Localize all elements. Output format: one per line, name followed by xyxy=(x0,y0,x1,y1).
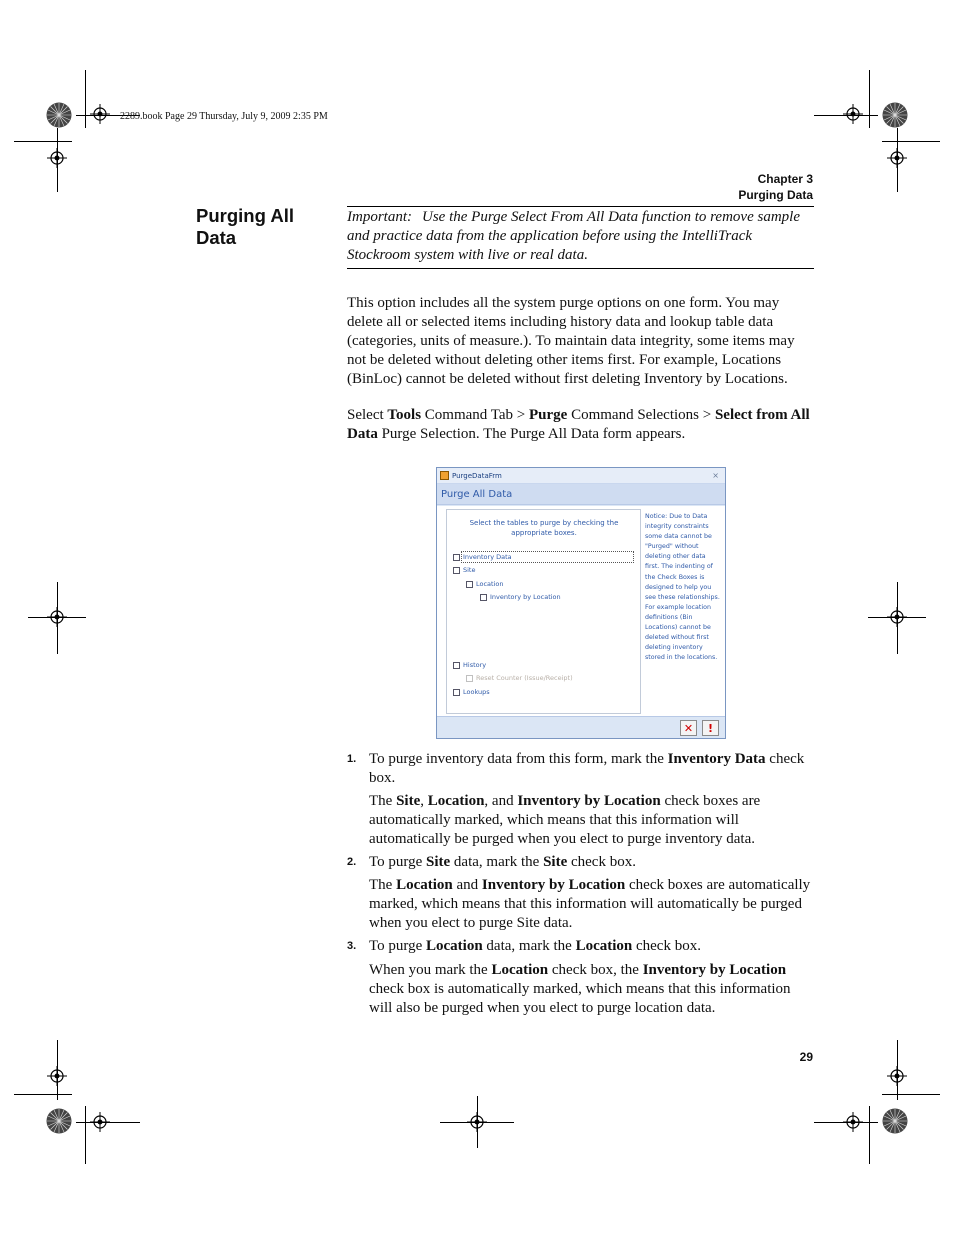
form-titlebar xyxy=(437,468,725,484)
cancel-button[interactable] xyxy=(680,720,697,736)
header-rule xyxy=(347,206,814,207)
checkbox-box[interactable] xyxy=(453,689,460,696)
bold-run: Select from All Data xyxy=(347,407,810,442)
checkbox-label: Location xyxy=(476,580,504,588)
step-text xyxy=(369,750,814,788)
exclamation-icon: ! xyxy=(707,721,714,735)
app-icon xyxy=(440,471,449,480)
form-body xyxy=(437,506,725,716)
text-run: check box, the xyxy=(548,962,643,978)
text-run: The xyxy=(369,793,397,809)
crop-line xyxy=(882,141,940,142)
running-header xyxy=(738,171,813,203)
text-run: check box. xyxy=(567,854,636,870)
starburst-mark-icon xyxy=(882,1108,908,1134)
bold-run: Location xyxy=(426,938,483,954)
inventory-data-checkbox[interactable] xyxy=(453,553,632,561)
text-run: Purge Selection. The Purge All Data form appears. xyxy=(377,426,686,442)
step-detail xyxy=(369,792,814,849)
purge-options-panel xyxy=(446,509,641,714)
text-run: Command Tab > xyxy=(421,407,530,423)
checkbox-box[interactable] xyxy=(453,567,460,574)
registration-target-icon xyxy=(887,607,907,627)
starburst-mark-icon xyxy=(46,1108,72,1134)
page-number: 29 xyxy=(799,1050,813,1064)
reset-counter-checkbox xyxy=(466,674,573,682)
step-number: 1. xyxy=(347,753,357,765)
checkbox-label: Site xyxy=(463,566,476,574)
registration-target-icon xyxy=(47,148,67,168)
checkbox-box[interactable] xyxy=(480,594,487,601)
important-text: Use the Purge Select From All Data function to remove sample and practice data from the application before using the IntelliTrack Stockroom system with live or real data. xyxy=(347,209,800,263)
bold-run: Site xyxy=(543,854,568,870)
registration-target-icon xyxy=(90,1112,110,1132)
intro-paragraph: This option includes all the system purge options on one form. You may delete all or selected items including history data and lookup table data (categories, units of measure.). To maintain data integrity, some items may not be deleted without deleting other items first. For example, Locations (BinLoc) cannot be deleted without first deleting Inventory by Locations. xyxy=(347,295,795,387)
step-detail xyxy=(369,876,814,933)
instructions-text: Select the tables to purge by checking the appropriate boxes. xyxy=(469,519,619,537)
note-rule xyxy=(347,268,814,269)
location-checkbox[interactable] xyxy=(466,580,504,588)
bold-run: Purge xyxy=(529,407,568,423)
text-run: check boxes are automatically marked, which means that this information will automatically be purged when you elect to purge inventory data. xyxy=(369,793,761,847)
text-run: Command Selections > xyxy=(567,407,715,423)
section-title: Purging All Data xyxy=(196,205,294,248)
checkbox-label: Inventory Data xyxy=(463,553,632,561)
crop-line xyxy=(869,1106,870,1164)
important-note xyxy=(347,208,814,265)
form-footer xyxy=(437,716,725,738)
bold-run: Inventory Data xyxy=(667,751,766,767)
history-checkbox[interactable] xyxy=(453,661,486,669)
chapter-label: Chapter 3 xyxy=(757,172,813,186)
bold-run: Inventory by Location xyxy=(642,962,787,978)
purge-all-data-form xyxy=(436,467,726,739)
text-run: check box is automatically marked, which means that this information will also be purged when you elect to purge location data. xyxy=(369,981,791,1016)
notice-text: Notice: Due to Data integrity constraints some data cannot be "Purged" without deleting other data first. The indenting of the Check Boxes is designed to help you see these relationships. For example location definitions (Bin Locations) cannot be deleted without first deleting inventory stored in the locations. xyxy=(645,513,720,662)
bold-run: Inventory by Location xyxy=(517,793,661,809)
bold-run: Inventory by Location xyxy=(481,877,626,893)
section-label: Purging Data xyxy=(738,188,813,202)
step-number: 2. xyxy=(347,856,357,868)
registration-target-icon xyxy=(887,148,907,168)
window-title: PurgeDataFrm xyxy=(452,471,502,480)
text-run: data, mark the xyxy=(482,938,576,954)
checkbox-box[interactable] xyxy=(453,554,460,561)
checkbox-box xyxy=(466,675,473,682)
bold-run: Site xyxy=(396,793,421,809)
registration-target-icon xyxy=(887,1066,907,1086)
bold-run: Location xyxy=(575,938,633,954)
crop-line xyxy=(882,1094,940,1095)
crop-line xyxy=(14,1094,72,1095)
registration-target-icon xyxy=(90,104,110,124)
registration-target-icon xyxy=(467,1112,487,1132)
step-number: 3. xyxy=(347,940,357,952)
inventory-by-location-checkbox[interactable] xyxy=(480,593,561,601)
bold-run: Location xyxy=(491,962,549,978)
registration-target-icon xyxy=(843,104,863,124)
text-run: , xyxy=(420,793,428,809)
lookups-checkbox[interactable] xyxy=(453,688,490,696)
crop-line xyxy=(85,70,86,128)
text-run: To purge xyxy=(369,938,426,954)
text-run: and xyxy=(452,877,482,893)
starburst-mark-icon xyxy=(882,102,908,128)
registration-target-icon xyxy=(47,607,67,627)
crop-line xyxy=(869,70,870,128)
run-purge-button[interactable] xyxy=(702,720,719,736)
registration-target-icon xyxy=(843,1112,863,1132)
form-header: Purge All Data xyxy=(437,484,725,505)
checkbox-label: Reset Counter (Issue/Receipt) xyxy=(476,674,573,682)
step-text xyxy=(369,853,814,872)
bold-run: Location xyxy=(427,793,485,809)
select-paragraph xyxy=(347,406,814,444)
crop-line xyxy=(14,141,72,142)
text-run: Select xyxy=(347,407,388,423)
text-run: To purge xyxy=(369,854,426,870)
print-slug: 2289.book Page 29 Thursday, July 9, 2009 2:35 PM xyxy=(120,111,328,122)
text-run: check boxes are automatically marked, which means that this information will automatically be purged when you elect to purge Site data. xyxy=(369,877,811,931)
registration-target-icon xyxy=(47,1066,67,1086)
text-run: The xyxy=(369,877,397,893)
important-label: Important: xyxy=(347,209,412,225)
checkbox-box[interactable] xyxy=(466,581,473,588)
text-run: When you mark the xyxy=(369,962,492,978)
text-run: To purge inventory data from this form, mark the xyxy=(369,751,668,767)
starburst-mark-icon xyxy=(46,102,72,128)
bold-run: Tools xyxy=(387,407,422,423)
site-checkbox[interactable] xyxy=(453,566,475,574)
checkbox-label: History xyxy=(463,661,487,669)
step-text xyxy=(369,937,814,956)
checkbox-box[interactable] xyxy=(453,662,460,669)
crop-line xyxy=(85,1106,86,1164)
checkbox-label: Inventory by Location xyxy=(490,593,561,601)
text-run: check box. xyxy=(632,938,701,954)
bold-run: Location xyxy=(396,877,453,893)
close-icon[interactable]: × xyxy=(712,471,719,480)
checkbox-label: Lookups xyxy=(463,688,490,696)
cancel-icon: ✕ xyxy=(683,721,694,735)
step-detail xyxy=(369,961,814,1018)
text-run: , and xyxy=(484,793,518,809)
text-run: data, mark the xyxy=(450,854,544,870)
bold-run: Site xyxy=(426,854,451,870)
text-run: check box. xyxy=(369,751,805,786)
